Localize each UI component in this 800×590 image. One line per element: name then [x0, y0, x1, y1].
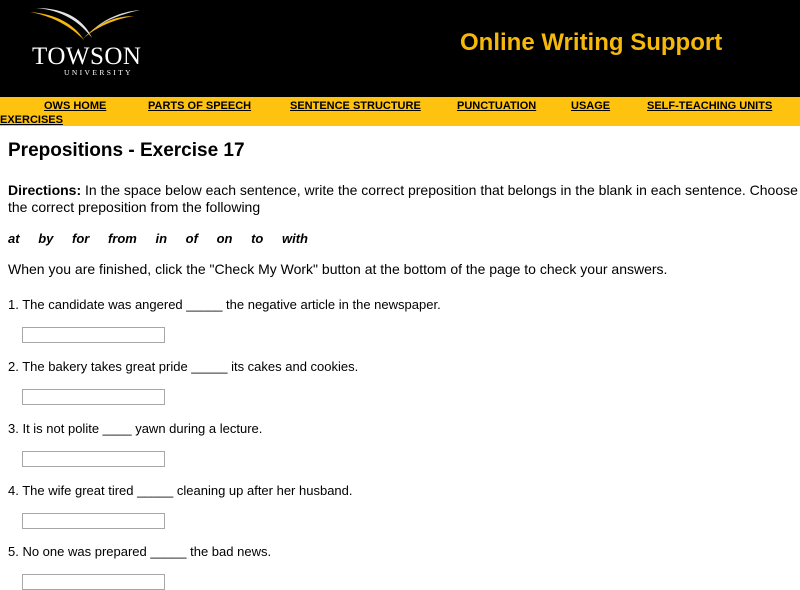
nav-exercises[interactable]: EXERCISES [0, 114, 63, 126]
nav-sentence-structure[interactable]: SENTENCE STRUCTURE [290, 100, 421, 112]
towson-logo[interactable] [22, 6, 152, 78]
question-4: 4. The wife great tired _____ cleaning up after her husband. [8, 483, 353, 498]
nav-parts-of-speech[interactable]: PARTS OF SPEECH [148, 100, 252, 112]
nav-ows-home[interactable]: OWS HOME [44, 100, 107, 112]
answer-input-3[interactable] [22, 451, 165, 467]
finish-instructions: When you are finished, click the "Check My Work" button at the bottom of the page to check your answers. [8, 261, 668, 277]
preposition-option: with [281, 231, 308, 246]
answer-input-4[interactable] [22, 513, 165, 529]
preposition-list [8, 231, 323, 247]
question-5: 5. No one was prepared _____ the bad news. [8, 544, 272, 559]
page-title: Prepositions - Exercise 17 [8, 140, 245, 161]
directions [8, 182, 798, 216]
directions-label: Directions: [8, 182, 82, 198]
preposition-option: by [38, 231, 54, 246]
logo-subtext: UNIVERSITY [64, 68, 133, 77]
main-nav [0, 97, 800, 126]
directions-text: In the space below each sentence, write the correct preposition that belongs in the blank in each sentence. Choose the correct preposition from the following [8, 182, 798, 215]
logo-wordmark: TOWSON [32, 43, 142, 70]
site-title: Online Writing Support [460, 29, 723, 56]
question-3: 3. It is not polite ____ yawn during a lecture. [8, 421, 263, 436]
flame-swoosh-icon [22, 6, 142, 46]
preposition-option: of [185, 231, 198, 246]
site-header [0, 0, 800, 97]
preposition-option: on [216, 231, 233, 246]
preposition-option: for [71, 231, 90, 246]
preposition-option: at [8, 231, 20, 246]
question-2: 2. The bakery takes great pride _____ its cakes and cookies. [8, 359, 359, 374]
preposition-option: from [107, 231, 137, 246]
preposition-option: to [251, 231, 264, 246]
answer-input-1[interactable] [22, 327, 165, 343]
nav-usage[interactable]: USAGE [571, 100, 611, 112]
nav-punctuation[interactable]: PUNCTUATION [457, 100, 537, 112]
question-1: 1. The candidate was angered _____ the negative article in the newspaper. [8, 297, 441, 312]
nav-self-teaching-units[interactable]: SELF-TEACHING UNITS [647, 100, 773, 112]
answer-input-2[interactable] [22, 389, 165, 405]
preposition-option: in [155, 231, 168, 246]
